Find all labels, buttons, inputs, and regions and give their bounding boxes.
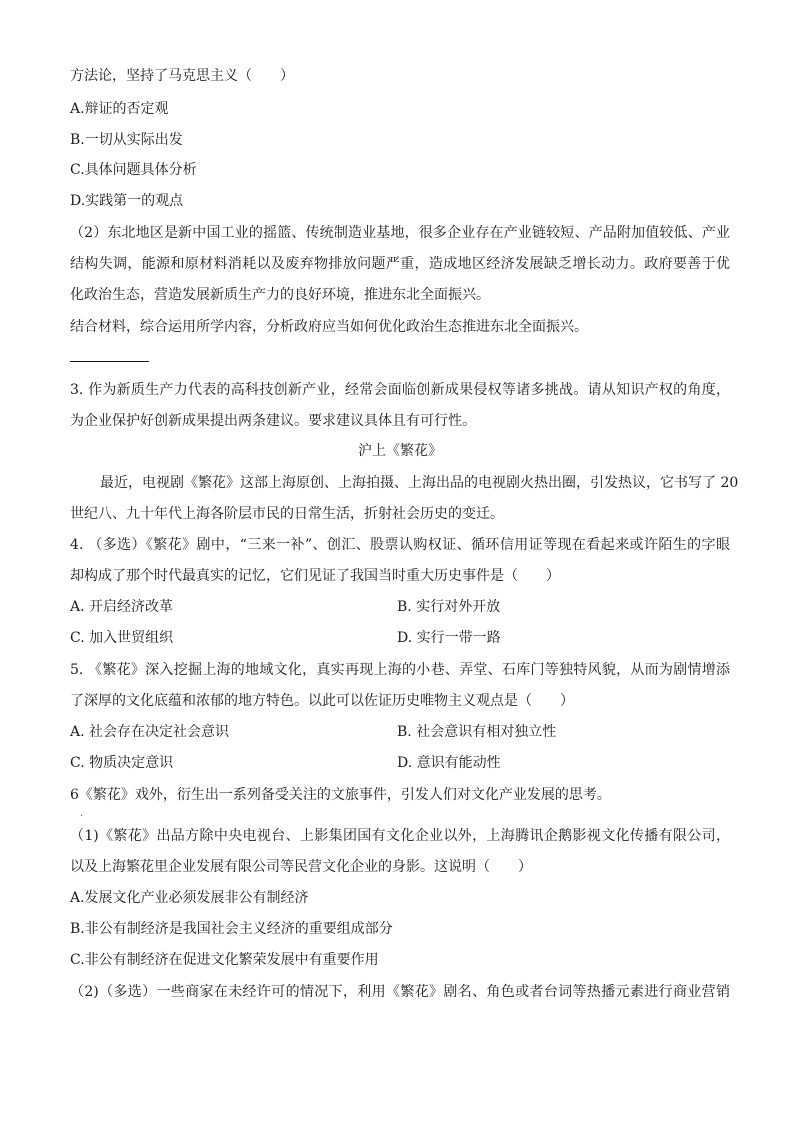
question-6-part2-line: （2)（多选）一些商家在未经许可的情况下，利用《繁花》剧名、角色或者台词等热播元素进行商业营销: [70, 984, 730, 1000]
option-c: C. 物质决定意识: [70, 755, 174, 771]
question-stem-tail: 方法论，坚持了马克思主义（ ）: [70, 68, 294, 84]
stray-dot-mark: ·: [80, 811, 84, 822]
option-d: D. 实行一带一路: [397, 630, 501, 646]
question-6-part1-line: （1)《繁花》出品方除中央电视台、上影集团国有文化企业以外，上海腾讯企鹅影视文化传播有限公司，: [70, 828, 730, 844]
answer-blank-line: [70, 361, 149, 362]
question-6-intro: 6《繁花》戏外，衍生出一系列备受关注的文旅事件，引发人们对文化产业发展的思考。: [70, 787, 611, 803]
option-b: B. 社会意识有相对独立性: [397, 724, 557, 740]
material-title: 沪上《繁花》: [358, 443, 442, 459]
option-c: C. 加入世贸组织: [70, 630, 174, 646]
question-prompt: 结合材料，综合运用所学内容，分析政府应当如何优化政治生态推进东北全面振兴。: [70, 319, 588, 335]
question-3-line: 3. 作为新质生产力代表的高科技创新产业，经常会面临创新成果侵权等诸多挑战。请从知识产权的角度，: [70, 382, 730, 398]
option-d: D. 意识有能动性: [397, 755, 501, 771]
option-d: D.实践第一的观点: [70, 193, 184, 209]
question-paragraph-line: 化政治生态，营造发展新质生产力的良好环境，推进东北全面振兴。: [70, 287, 490, 303]
question-4-line: 却构成了那个时代最真实的记忆，它们见证了我国当时重大历史事件是（ ）: [70, 568, 560, 584]
option-b: B. 实行对外开放: [397, 599, 501, 615]
option-c: C.非公有制经济在促进文化繁荣发展中有重要作用: [70, 952, 379, 968]
option-c: C.具体问题具体分析: [70, 162, 197, 178]
option-a: A. 社会存在决定社会意识: [70, 724, 230, 740]
option-a: A.辩证的否定观: [70, 101, 169, 117]
material-paragraph-line: 世纪八、九十年代上海各阶层市民的日常生活，折射社会历史的变迁。: [70, 506, 504, 522]
option-a: A. 开启经济改革: [70, 599, 174, 615]
option-b: B.一切从实际出发: [70, 132, 183, 148]
option-b: B.非公有制经济是我国社会主义经济的重要组成部分: [70, 921, 393, 937]
option-a: A.发展文化产业必须发展非公有制经济: [70, 890, 309, 906]
material-paragraph-line: 最近，电视剧《繁花》这部上海原创、上海拍摄、上海出品的电视剧火热出圈，引发热议，它书写了 20: [100, 475, 739, 491]
question-5-line: 了深厚的文化底蕴和浓郁的地方特色。以此可以佐证历史唯物主义观点是（ ）: [70, 693, 574, 709]
question-4-line: 4. （多选）《繁花》剧中，“三来一补”、创汇、股票认购权证、循环信用证等现在看起来或许陌生的字眼: [70, 537, 730, 553]
question-paragraph-line: （2）东北地区是新中国工业的摇篮、传统制造业基地，很多企业存在产业链较短、产品附加值较低、产业: [70, 225, 730, 241]
question-3-line: 为企业保护好创新成果提出两条建议。要求建议具体且有可行性。: [70, 413, 476, 429]
question-5-line: 5. 《繁花》深入挖掘上海的地域文化，真实再现上海的小巷、弄堂、石库门等独特风貌，从而为剧情增添: [70, 662, 730, 678]
question-paragraph-line: 结构失调，能源和原材料消耗以及废弃物排放问题严重，造成地区经济发展缺乏增长动力。政府要善于优: [70, 256, 730, 272]
question-6-part1-line: 以及上海繁花里企业发展有限公司等民营文化企业的身影。这说明（ ）: [70, 859, 532, 875]
